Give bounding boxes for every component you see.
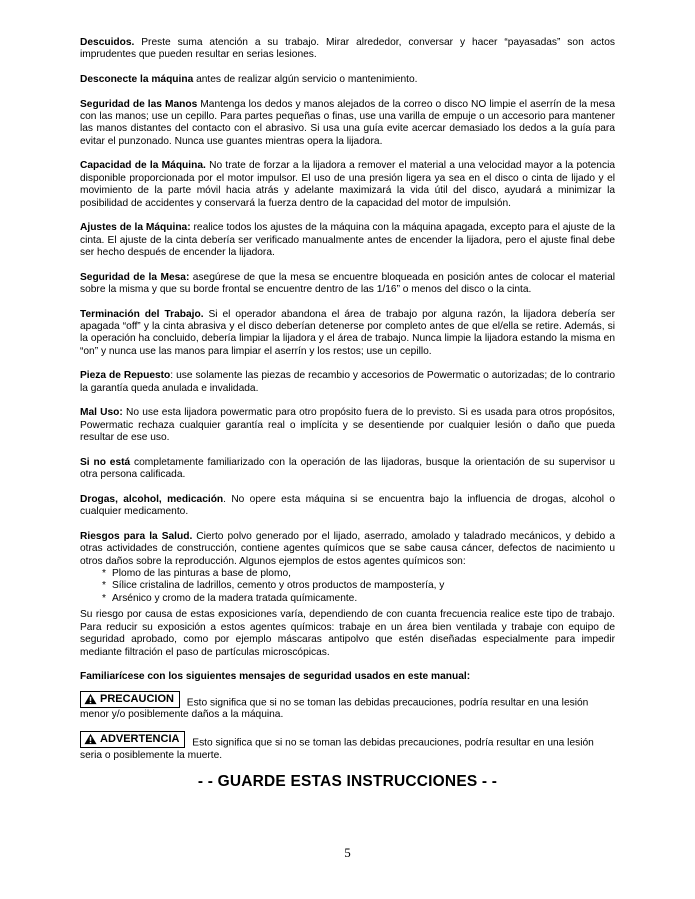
paragraph-desconecte: [80, 74, 615, 86]
paragraph-text: Cierto polvo generado por el lijado, aserrado, amolado y taladrado mecánicos, y debido a otras actividades de construcción, contiene agentes químicos que se sabe causa cáncer, defectos de nacimiento u otros daños sobre la reproducción. Algunos ejemplos de estos agentes químicos son:: [80, 530, 615, 567]
warning-triangle-icon: [84, 733, 97, 745]
paragraph-text: antes de realizar algún servicio o mantenimiento.: [193, 74, 418, 85]
paragraph-heading: Seguridad de las Manos: [80, 98, 198, 110]
warning-notice: [80, 731, 615, 762]
paragraph-seguridad-manos: [80, 99, 615, 149]
paragraph-terminacion: [80, 309, 615, 359]
paragraph-text: asegúrese de que la mesa se encuentre bloqueada en posición antes de colocar el material sobre la misma y que su borde frontal se encuentre dentro de las 1/16” o menos del disco o la cinta.: [80, 271, 615, 296]
paragraph-heading: Capacidad de la Máquina.: [80, 160, 206, 172]
paragraph-repuesto: [80, 370, 615, 395]
warning-text: Esto significa que si no se toman las debidas precauciones, podría resultar en una lesión seria o posiblemente la muerte.: [80, 737, 594, 761]
paragraph-text: . No opere esta máquina si se encuentra bajo la influencia de drogas, alcohol o cualquier medicamento.: [80, 493, 616, 518]
paragraph-heading: Ajustes de la Máquina:: [80, 222, 191, 234]
paragraph-drogas: [80, 494, 615, 519]
bullet-marker: *: [102, 580, 106, 592]
paragraph-text: Mantenga los dedos y manos alejados de la correo o disco NO limpie el aserrín de la mesa con las manos; use un cepillo. Para partes pequeñas o finas, use una varilla de empuje o un accesorio para mantener las manos distantes del contacto con el abrasivo. Si usa una guía evite acercar demasiado los dedos a la guía para evitar el punzonado. Nunca use guantes mientras opera la lijadora.: [80, 98, 615, 147]
warning-triangle-icon: [84, 693, 97, 705]
paragraph-text: realice todos los ajustes de la máquina con la máquina apagada, excepto para el ajuste de la cinta. El ajuste de la cinta debería ser verificado manualmente antes de encender la lijadora, pero el ajuste final debe ser hecho después de encender la lijadora.: [80, 222, 615, 259]
paragraph-exposure-risk: Su riesgo por causa de estas exposiciones varía, dependiendo de con cuanta frecuencia realice este tipo de trabajo. Para reducir su exposición a estos agentes químicos: trabaje en un área bien ventilada y trabaje con equipo de seguridad aprobado, como por ejemplo máscaras antipolvo que estén diseñadas especialmente para impedir mediante filtración el paso de partículas microscópicas.: [80, 609, 615, 658]
warning-label: ADVERTENCIA: [100, 732, 180, 745]
paragraph-heading: Mal Uso:: [80, 407, 123, 419]
list-item: * Plomo de las pinturas a base de plomo,: [102, 568, 291, 580]
paragraph-heading: Terminación del Trabajo.: [80, 308, 204, 320]
paragraph-riesgos-salud: [80, 531, 615, 568]
paragraph-ajustes: [80, 222, 615, 259]
paragraph-text: completamente familiarizado con la operación de las lijadoras, busque la orientación de su supervisor u otra persona calificada.: [80, 456, 615, 481]
caution-notice: [80, 691, 615, 722]
paragraph-heading: Drogas, alcohol, medicación: [80, 493, 224, 505]
caution-label: PRECAUCION: [100, 692, 174, 705]
paragraph-descuidos: [80, 37, 615, 62]
caution-badge: [80, 691, 180, 708]
paragraph-heading: Seguridad de la Mesa:: [80, 271, 190, 283]
paragraph-text: No use esta lijadora powermatic para otro propósito fuera de lo previsto. Si es usada para otros propósitos, Powermatic rechaza cualquier garantía real o implícita y se desentiende por cualquier lesión o daño que pueda resultar de ese uso.: [80, 407, 615, 444]
paragraph-text: Si el operador abandona el área de trabajo por alguna razón, la lijadora debería ser apagada “off” y la cinta abrasiva y el disco deberían detenerse por completo antes de que el/ella se retire. Además, si la operación ha concluido, debería limpiar la lijadora y el área de trabajo. Nunca limpie la lijadora estando la misma en “on” y nunca use las manos para limpiar el aserrín y los restos; use un cepillo.: [80, 308, 615, 357]
save-instructions-title: - - GUARDE ESTAS INSTRUCCIONES - -: [197, 773, 498, 791]
bullet-marker: *: [102, 592, 106, 604]
paragraph-text: : use solamente las piezas de recambio y accesorios de Powermatic o autorizadas; de lo contrario la garantía queda anulada e invalidada.: [80, 370, 615, 394]
paragraph-heading: Si no está: [80, 456, 131, 468]
paragraph-mal-uso: [80, 407, 615, 444]
chemical-agents-list: [102, 568, 615, 605]
list-item: * Sílice cristalina de ladrillos, cemento y otros productos de mampostería, y: [102, 580, 445, 592]
list-item: * Arsénico y cromo de la madera tratada químicamente.: [102, 592, 358, 604]
paragraph-heading: Desconecte la máquina: [80, 74, 194, 85]
bullet-marker: *: [102, 568, 106, 580]
paragraph-capacidad: [80, 160, 615, 210]
paragraph-heading: Descuidos.: [80, 37, 135, 48]
paragraph-text: Preste suma atención a su trabajo. Mirar alrededor, conversar y hacer “payasadas” son actos imprudentes que pueden resultar en serias lesiones.: [80, 37, 615, 61]
warning-badge: [80, 731, 185, 748]
manual-page: [80, 37, 615, 789]
safety-messages-intro: Familiarícese con los siguientes mensajes de seguridad usados en este manual:: [80, 671, 471, 683]
paragraph-text: No trate de forzar a la lijadora a remover el material a una velocidad mayor a la potencia disponible proporcionada por el motor impulsor. El uso de una presión ligera ya sea en el disco o cinta de lijado y el movimiento de la parte móvil hacia atrás y adelante maximizará la vida útil del disco, ayudará a minimizar la posibilidad de accidentes y conservará la fuerza dentro de la capacidad del motor de impulsión.: [80, 160, 615, 209]
paragraph-seguridad-mesa: [80, 272, 615, 297]
caution-text: Esto significa que si no se toman las debidas precauciones, podría resultar en una lesión menor y/o posiblemente daños a la máquina.: [80, 697, 589, 721]
page-number: 5: [344, 845, 351, 860]
paragraph-si-no-esta: [80, 457, 615, 482]
paragraph-heading: Riesgos para la Salud.: [80, 530, 193, 542]
paragraph-heading: Pieza de Repuesto: [80, 370, 171, 382]
